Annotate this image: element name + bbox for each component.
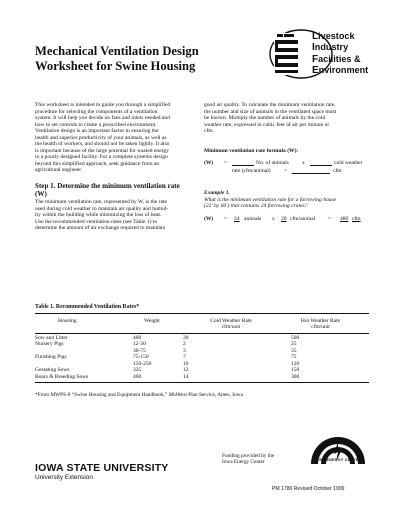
intro-line: the health of workers, and should not be taken lightly. It also (35, 141, 170, 148)
logo-rest-livestock: ivestock (318, 31, 355, 41)
table-caption: Table 1. Recommended Ventilation Rates* (35, 304, 140, 310)
step1-line: ity within the building while minimizing the loss of heat. (35, 212, 162, 219)
table-subheader-row (35, 324, 369, 331)
cell-weight: 400 (133, 334, 142, 341)
footnote-italic: MidWest (168, 391, 187, 398)
table-footnote (35, 392, 369, 398)
logo-rest-industry: ndustry (314, 42, 349, 53)
step1-heading (35, 182, 198, 198)
formula-equals: = (224, 160, 228, 167)
title-line-1: Mechanical Ventilation Design (35, 44, 199, 58)
step1-heading-line: (W) (35, 190, 47, 199)
example-rate-value: 20 (281, 215, 287, 222)
formula-equals-2: = (284, 168, 288, 175)
cell-cold: 7 (183, 354, 186, 361)
col-header-housing: Housing (58, 317, 77, 324)
left-column (35, 102, 198, 232)
example-animals-label: animals (244, 215, 262, 222)
cell-housing: Boars & Breeding Sows (35, 373, 89, 380)
cell-hot: 120 (291, 360, 300, 367)
example-heading: Example 1. (204, 190, 230, 197)
example-result-unit: cfm (352, 215, 361, 222)
logo-cap-e: E (312, 65, 319, 77)
example-question-line: (22' by 66') that contains 24 farrowing crates? (204, 203, 308, 210)
table-row (35, 374, 369, 381)
cell-cold: 3 (183, 347, 186, 354)
col2-line: be known. Multiply the number of animals by the cold (204, 115, 326, 122)
formula-rate-label: cold weather (334, 160, 363, 167)
formula-times: x (302, 160, 305, 167)
intro-line: Ventilation design is an important factor in ensuring the (35, 128, 159, 135)
cell-housing: Gestating Sows (35, 367, 70, 374)
cell-hot: 35 (291, 347, 297, 354)
cell-hot: 25 (291, 341, 297, 348)
col2-line: the number and size of animals in the ventilated space must (204, 108, 337, 115)
cell-weight: 400 (133, 373, 142, 380)
logo-line-livestock (312, 31, 368, 42)
footnote-text-end: Plan Service, Ames, Iowa (186, 391, 243, 398)
iec-logo-text: IOWA ENERGY CENTER (314, 458, 362, 462)
funding-line: Funding provided by the (222, 453, 275, 459)
intro-line: This worksheet is intended to guide you through a simplified (35, 102, 171, 108)
subheader-cold-unit: cfm/unit (221, 324, 241, 331)
cell-cold: 2 (183, 341, 186, 348)
title-line-2: Worksheet for Swine Housing (35, 59, 196, 73)
step1-line: The minimum ventilation rate, represented by W, is the rate (35, 199, 168, 206)
isu-logo (35, 462, 169, 481)
col2-paragraph (204, 102, 369, 135)
step1-body (35, 199, 198, 232)
logo-rest-environment: nvironment (318, 65, 369, 76)
cell-cold: 10 (183, 360, 189, 367)
cell-hot: 75 (291, 354, 297, 361)
intro-line: procedure for selecting the components of a ventilation (35, 108, 158, 115)
cell-hot: 300 (291, 373, 300, 380)
cell-weight: 325 (133, 367, 142, 374)
example-question-line: What is the minimum ventilation rate for a farrowing house (204, 196, 337, 203)
subheader-cell (144, 324, 190, 331)
example-equals-2: = (328, 215, 332, 222)
logo-cap-i: I (312, 42, 315, 54)
cell-housing: Nursery Pigs (35, 341, 64, 348)
ventilation-table (35, 313, 369, 398)
document-title (35, 44, 235, 74)
formula-line-2 (204, 168, 369, 176)
formula-blank-animals[interactable] (232, 165, 254, 166)
logo-line-industry (312, 42, 368, 53)
intro-line: in a poorly designed facility. For a complete systems design (35, 154, 168, 161)
table-bottom-rule (35, 382, 369, 383)
cell-housing: Sow and Litter (35, 334, 68, 341)
cell-cold: 14 (183, 373, 189, 380)
formula-blank-rate[interactable] (310, 165, 332, 166)
cell-hot: 150 (291, 367, 300, 374)
example-calculation (204, 216, 369, 225)
logo-rest-facilities: acilities & (318, 53, 361, 64)
cell-weight: 12-30 (133, 341, 146, 348)
intro-line: is important because of the large potential for wasted energy (35, 147, 169, 154)
col-header-cold: Cold Weather Rate (210, 317, 252, 324)
intro-paragraph (35, 102, 198, 174)
example-w: (W) (204, 215, 214, 222)
intro-line: agricultural engineer. (35, 167, 83, 174)
cell-cold: 20 (183, 334, 189, 341)
formula-blank-result[interactable] (292, 173, 330, 174)
logo-line-environment (312, 65, 368, 76)
cell-weight: 150-250 (133, 360, 152, 367)
isu-wordmark: IOWA STATE UNIVERSITY (35, 462, 169, 474)
col-header-hot: Hot Weather Rate (300, 317, 341, 324)
example-animals-value: 24 (234, 215, 240, 222)
publication-number: PM 1780 Revised October 1999 (272, 486, 345, 492)
step1-heading-line: Step 1. Determine the minimum ventilation rate (35, 182, 180, 191)
example-question (204, 197, 369, 210)
col-header-weight: Weight (144, 317, 160, 324)
table-top-rule (35, 313, 369, 314)
formula-heading: Minimum ventilation rate formula (W): (204, 147, 299, 154)
logo-cap-f: F (312, 53, 319, 65)
intro-line: beyond this simplified approach, seek guidance from an (35, 160, 160, 167)
subheader-cell (35, 324, 144, 331)
iowa-energy-center-logo (305, 424, 371, 468)
cell-weight: 75-150 (133, 354, 149, 361)
footnote-text: *From MWPS-8 “Swine Housing and Equipment Handbook,” (35, 391, 169, 398)
funding-line: Iowa Energy Center (222, 459, 265, 466)
logo-line-facilities (312, 54, 368, 65)
col2-line: good air quality. To calculate the minimum ventilation rate, (204, 102, 336, 108)
cell-weight: 30-75 (133, 347, 146, 354)
isu-extension: University Extension (35, 474, 93, 481)
example-times: x (272, 215, 275, 222)
cell-hot: 500 (291, 334, 300, 341)
subheader-hot-unit: cfm/unit (311, 324, 330, 331)
table-header-rule (35, 333, 369, 334)
intro-line: health and superior productivity of your animals, as well as (35, 134, 167, 141)
example-result-value: 480 (340, 215, 349, 222)
table-header (35, 318, 369, 331)
step1-line: determine the amount of air exchange required to maintain (35, 225, 166, 232)
right-column (204, 102, 369, 225)
cell-cold: 12 (183, 367, 189, 374)
step1-line: used during cold weather to maintain air quality and humid- (35, 205, 169, 212)
step1-line: Use the recommended ventilation rates (see Table 1) to (35, 218, 158, 225)
formula-cfm: cfm (333, 168, 342, 175)
example-rate-label: cfm/animal (290, 215, 316, 222)
example-equals: = (224, 215, 228, 222)
cell-housing: Finishing Pigs (35, 354, 67, 361)
intro-line: system. It will help you decide on fans and inlets needed and (35, 115, 170, 122)
table-body (35, 335, 369, 381)
formula-w: (W) (204, 160, 214, 167)
logo-cap-l: L (312, 31, 319, 42)
intro-line: how to set controls to create a prescribed environment. (35, 121, 157, 128)
life-logo-text (312, 31, 368, 77)
funding-note (222, 453, 274, 466)
col2-line: weather rate, expressed in cubic feet of air per minute or (204, 121, 330, 128)
col2-line: cfm. (204, 128, 215, 135)
formula-rate-unit: rate (cfm/animal) (232, 168, 271, 175)
formula-animals-label: No. of animals (256, 160, 289, 167)
